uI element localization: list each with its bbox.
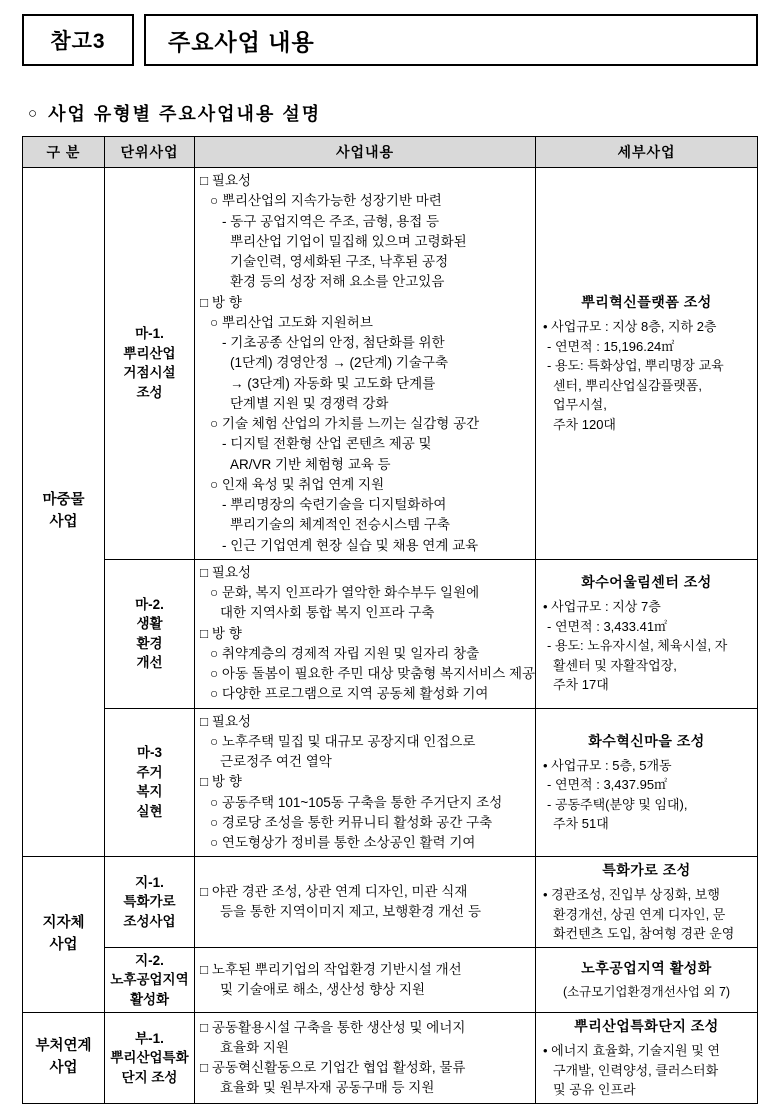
cell-detail-project xyxy=(536,947,758,1013)
reference-badge: 참고3 xyxy=(22,14,134,66)
cell-project-content: □ 필요성 ○ 문화, 복지 인프라가 열악한 화수부두 일원에 대한 지역사회 통합 복지 인프라 구축 □ 방 향 ○ 취약계층의 경제적 자립 지원 및 일자리 창출 ○ 아동 돌봄이 필요한 주민 대상 맞춤형 복지서비스 제공 ○ 다양한 프로그램으로 지역 공동체 활성화 기여 xyxy=(195,559,536,708)
section-heading-label: 사업 유형별 주요사업내용 설명 xyxy=(48,104,322,124)
page-title: 주요사업 내용 xyxy=(144,14,758,66)
cell-unit-project: 마-1. 뿌리산업 거점시설 조성 xyxy=(105,168,195,560)
cell-division: 부처연계 사업 xyxy=(23,1013,105,1104)
table-row xyxy=(23,559,758,708)
cell-unit-project: 부-1. 뿌리산업특화 단지 조성 xyxy=(105,1013,195,1104)
detail-project-title: 노후공업지역 활성화 xyxy=(581,960,712,977)
column-header-division: 구 분 xyxy=(23,137,105,168)
cell-project-content: □ 노후된 뿌리기업의 작업환경 기반시설 개선 및 기술애로 해소, 생산성 향상 지원 xyxy=(195,947,536,1013)
circle-marker-icon: ○ xyxy=(28,104,40,122)
detail-project-title: 특화가로 조성 xyxy=(602,862,691,879)
cell-detail-project: 화수혁신마을 조성 • 사업규모 : 5층, 5개동 - 연면적 : 3,437.95㎡ - 공동주택(분양 및 임대), 주차 51대 xyxy=(536,708,758,857)
table-row xyxy=(23,708,758,857)
detail-project-subtitle: (소규모기업환경개선사업 외 7) xyxy=(562,985,731,1000)
table-row xyxy=(23,168,758,560)
document-header xyxy=(22,14,758,66)
cell-project-content: □ 필요성 ○ 노후주택 밀집 및 대규모 공장지대 인접으로 근로정주 여건 열악 □ 방 향 ○ 공동주택 101~105동 구축을 통한 주거단지 조성 ○ 경로당 조성을 통한 커뮤니티 활성화 공간 구축 ○ 연도형상가 정비를 통한 소상공인 활력 기여 xyxy=(195,708,536,857)
cell-detail-project: 뿌리혁신플랫폼 조성 • 사업규모 : 지상 8층, 지하 2층 - 연면적 : 15,196.24㎡ - 용도: 특화상업, 뿌리명장 교육 센터, 뿌리산업실감플랫폼, 업무시설, 주차 120대 xyxy=(536,168,758,560)
cell-detail-project: 화수어울림센터 조성 • 사업규모 : 지상 7층 - 연면적 : 3,433.41㎡ - 용도: 노유자시설, 체육시설, 자 활센터 및 자활작업장, 주차 17대 xyxy=(536,559,758,708)
detail-project-title: 뿌리혁신플랫폼 조성 xyxy=(581,294,712,311)
cell-project-content: □ 공동활용시설 구축을 통한 생산성 및 에너지 효율화 지원 □ 공동혁신활동으로 기업간 협업 활성화, 물류 효율화 및 원부자재 공동구매 등 지원 xyxy=(195,1013,536,1104)
table-row xyxy=(23,947,758,1013)
table-row xyxy=(23,857,758,948)
cell-division: 마중물 사업 xyxy=(23,168,105,857)
table-header xyxy=(23,137,758,168)
cell-unit-project: 지-2. 노후공업지역 활성화 xyxy=(105,947,195,1013)
table-header-row xyxy=(23,137,758,168)
section-heading xyxy=(28,100,758,126)
main-table xyxy=(22,136,758,1104)
cell-unit-project: 마-2. 생활 환경 개선 xyxy=(105,559,195,708)
detail-project-title: 화수어울림센터 조성 xyxy=(581,574,712,591)
detail-project-title: 뿌리산업특화단지 조성 xyxy=(574,1018,719,1035)
cell-division: 지자체 사업 xyxy=(23,857,105,1013)
cell-unit-project: 지-1. 특화가로 조성사업 xyxy=(105,857,195,948)
cell-project-content: □ 필요성 ○ 뿌리산업의 지속가능한 성장기반 마련 - 동구 공업지역은 주조, 금형, 용접 등 뿌리산업 기업이 밀집해 있으며 고령화된 기술인력, 영세화된 구조, 낙후된 공정 환경 등의 성장 저해 요소를 안고있음 □ 방 향 ○ 뿌리산업 고도화 지원허브 - 기초공종 산업의 안정, 첨단화를 위한 (1단계) 경영안정 → (2단계) 기술구축 → (3단계) 자동화 및 고도화 단계를 단계별 지원 및 경쟁력 강화 ○ 기술 체험 산업의 가치를 느끼는 실감형 공간 - 디지털 전환형 산업 콘텐츠 제공 및 AR/VR 기반 체험형 교육 등 ○ 인재 육성 및 취업 연계 지원 - 뿌리명장의 숙련기술을 디지털화하여 뿌리기술의 체계적인 전승시스템 구축 - 인근 기업연계 현장 실습 및 채용 연계 교육 xyxy=(195,168,536,560)
cell-unit-project: 마-3 주거 복지 실현 xyxy=(105,708,195,857)
cell-project-content: □ 야관 경관 조성, 상관 연계 디자인, 미관 식재 등을 통한 지역이미지 제고, 보행환경 개선 등 xyxy=(195,857,536,948)
detail-project-title: 화수혁신마을 조성 xyxy=(588,732,705,749)
table-row xyxy=(23,1013,758,1104)
column-header-unit-project: 단위사업 xyxy=(105,137,195,168)
column-header-detail-project: 세부사업 xyxy=(536,137,758,168)
cell-detail-project: 특화가로 조성 • 경관조성, 진입부 상징화, 보행 환경개선, 상권 연계 디자인, 문 화컨텐츠 도입, 참여형 경관 운영 xyxy=(536,857,758,948)
table-body xyxy=(23,168,758,1104)
cell-detail-project: 뿌리산업특화단지 조성 • 에너지 효율화, 기술지원 및 연 구개발, 인력양성, 클러스터화 및 공유 인프라 xyxy=(536,1013,758,1104)
column-header-project-content: 사업내용 xyxy=(195,137,536,168)
